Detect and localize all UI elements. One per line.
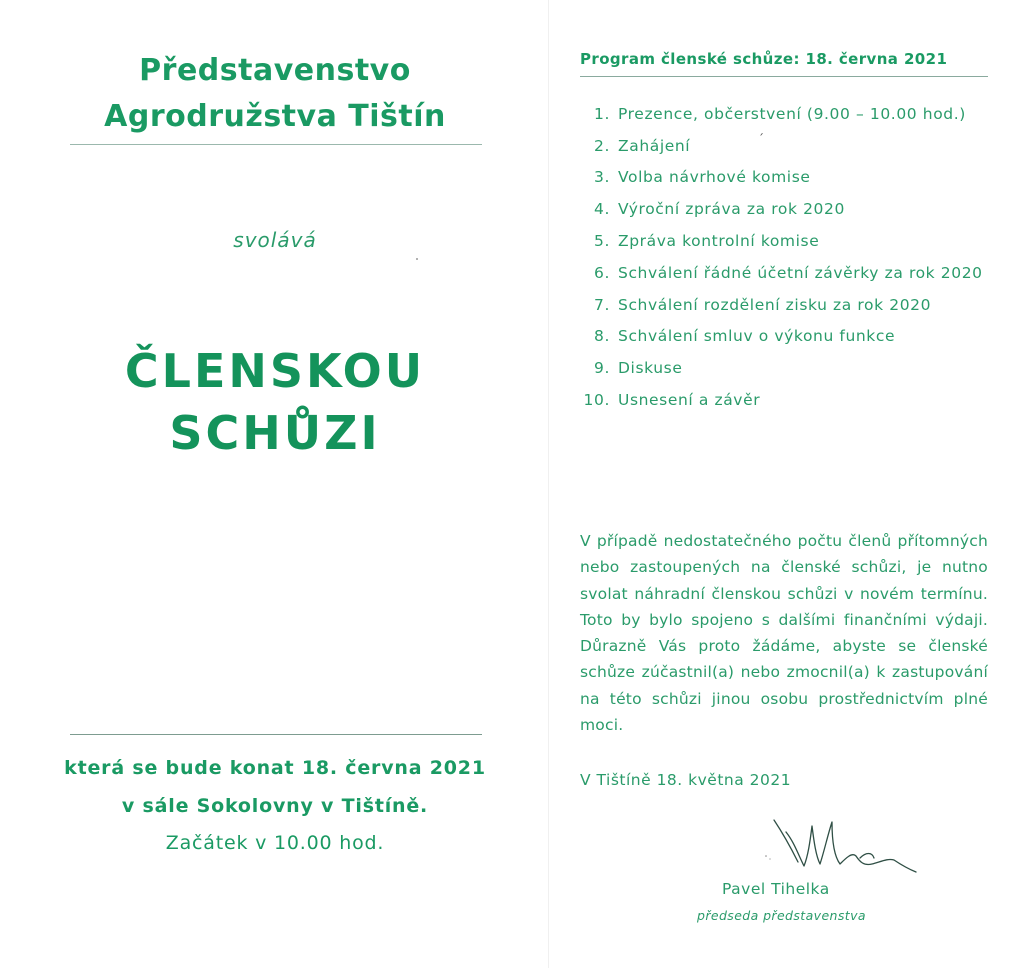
program-title: Program členské schůze: 18. června 2021 <box>580 50 948 68</box>
agenda-item-number: 2. <box>594 136 610 155</box>
handwritten-signature <box>760 812 920 882</box>
agenda-item <box>580 193 983 225</box>
agenda-item-number: 5. <box>594 232 610 251</box>
convenes-verb: svolává <box>233 228 317 252</box>
divider-top <box>70 144 482 145</box>
agenda-item <box>580 225 983 257</box>
agenda-item <box>580 257 983 289</box>
notice-paragraph: V případě nedostatečného počtu členů přítomných nebo zastoupených na členské schůzi, je nutno svolat náhradní členskou schůzi v novém termínu. Toto by bylo spojeno s dalšími finančními výdaji. Důrazně Vás proto žádáme, abyste se členské schůze zúčastnil(a) nebo zmocnil(a) k zastupování na této schůzi jinou osobu prostřednictvím plné moci. <box>580 532 988 735</box>
agenda-item-text: Výroční zpráva za rok 2020 <box>618 200 845 219</box>
stray-accent-mark: ´ <box>758 132 764 146</box>
print-speck <box>416 258 418 260</box>
agenda-item-text: Schválení smluv o výkonu funkce <box>618 327 896 346</box>
agenda-item-text: Zahájení <box>618 136 691 155</box>
agenda-item-number: 3. <box>594 168 610 187</box>
agenda-item <box>580 321 983 353</box>
agenda-item-text: Schválení rozdělení zisku za rok 2020 <box>618 295 932 314</box>
headline <box>60 340 490 464</box>
agenda-item-text: Usnesení a závěr <box>618 391 761 410</box>
agenda-item <box>580 289 983 321</box>
meeting-venue: v sále Sokolovny v Tištíně. <box>121 795 429 817</box>
meeting-start-time: Začátek v 10.00 hod. <box>165 832 385 854</box>
organization-title-line-1: Představenstvo <box>139 53 411 88</box>
agenda-item-text: Schválení řádné účetní závěrky za rok 2020 <box>618 263 983 282</box>
divider-bottom <box>70 734 482 735</box>
agenda-item-number: 9. <box>594 359 610 378</box>
signer-name: Pavel Tihelka <box>722 880 830 898</box>
organization-title-line-2: Agrodružstva Tištín <box>104 99 446 134</box>
agenda-item-text: Zpráva kontrolní komise <box>618 232 820 251</box>
headline-line-2: SCHŮZI <box>169 406 381 460</box>
headline-line-1: ČLENSKOU <box>124 344 426 398</box>
agenda-item <box>580 384 983 416</box>
agenda-item-text: Volba návrhové komise <box>618 168 811 187</box>
agenda-item-number: 4. <box>594 200 610 219</box>
agenda-item-number: 10. <box>583 391 610 410</box>
agenda-item-number: 8. <box>594 327 610 346</box>
organization-title <box>60 48 490 140</box>
signer-role: předseda představenstva <box>697 908 866 923</box>
agenda-item-number: 6. <box>594 263 610 282</box>
meeting-date: která se bude konat 18. června 2021 <box>64 757 486 779</box>
agenda-item <box>580 98 983 130</box>
agenda-list <box>580 98 983 416</box>
agenda-item <box>580 162 983 194</box>
place-and-date: V Tištíně 18. května 2021 <box>580 771 792 789</box>
agenda-item-text: Diskuse <box>618 359 683 378</box>
agenda-item-number: 1. <box>594 104 610 123</box>
agenda-item <box>580 130 983 162</box>
agenda-item <box>580 352 983 384</box>
program-divider <box>580 76 988 77</box>
agenda-item-number: 7. <box>594 295 610 314</box>
panel-divider <box>548 0 549 968</box>
agenda-item-text: Prezence, občerstvení (9.00 – 10.00 hod.) <box>618 104 966 123</box>
